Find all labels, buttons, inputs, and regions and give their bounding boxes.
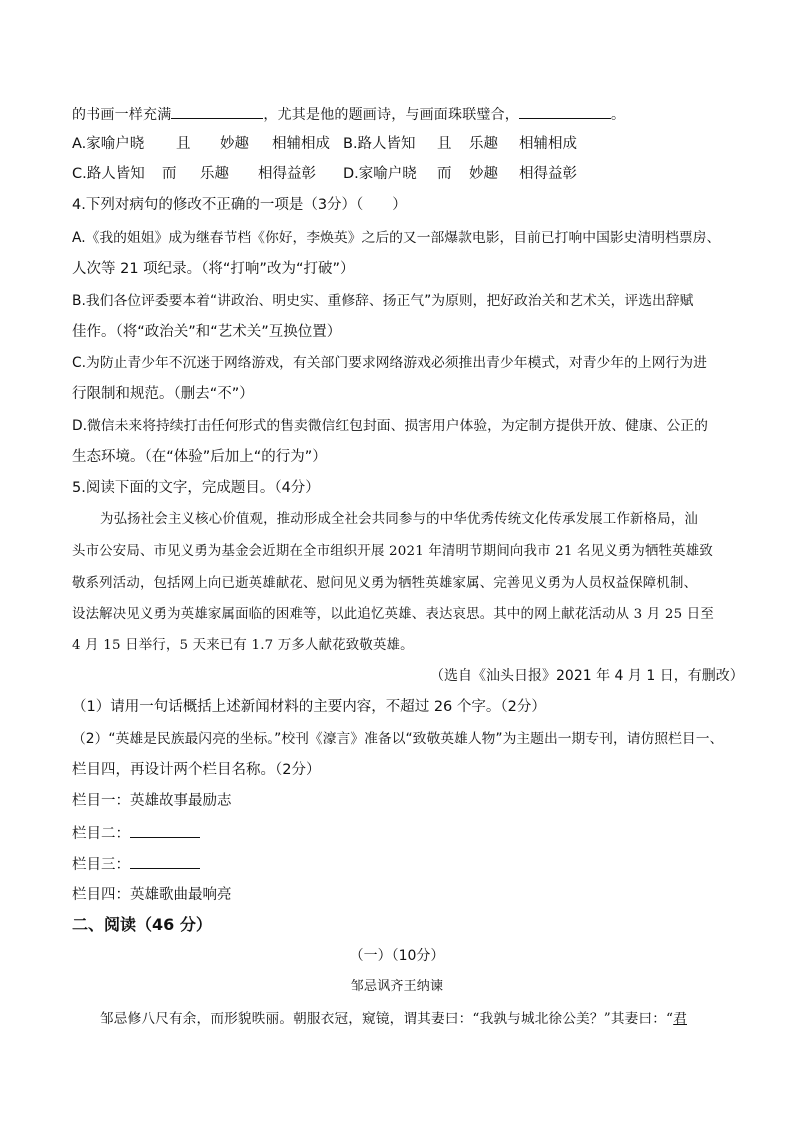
q3-option-c[interactable]: C.路人皆知 而 乐趣 相得益彰 bbox=[72, 166, 316, 182]
q3-option-b[interactable]: B.路人皆知 且 乐趣 相辅相成 bbox=[343, 136, 577, 152]
q3-blank-2[interactable] bbox=[519, 104, 611, 119]
q4-option-c-line1[interactable]: C.为防止青少年不沉迷于网络游戏，有关部门要求网络游戏必须推出青少年模式，对青少年的上网行为进 bbox=[72, 355, 707, 371]
q3-option-a[interactable]: A.家喻户晓 且 妙趣 相辅相成 bbox=[72, 136, 330, 152]
q5-passage-line: 设法解决见义勇为英雄家属面临的困难等，以此追忆英雄、表达哀思。其中的网上献花活动从 3 月 25 日至 bbox=[72, 607, 714, 622]
column-three-blank[interactable] bbox=[130, 854, 200, 869]
q4-option-a-line1[interactable]: A.《我的姐姐》成为继春节档《你好，李焕英》之后的又一部爆款电影，目前已打响中国影史清明档票房、 bbox=[72, 230, 721, 246]
column-two: 栏目二： bbox=[72, 823, 200, 844]
q5-passage-line: 敬系列活动，包括网上向已逝英雄献花、慰问见义勇为牺牲英雄家属、完善见义勇为人员权益保障机制、 bbox=[72, 576, 698, 591]
reading-part-label: （一）（10分） bbox=[349, 948, 445, 964]
q5-passage-line: 4 月 15 日举行，5 天来已有 1.7 万多人献花致敬英雄。 bbox=[72, 638, 414, 653]
q4-option-b-line1[interactable]: B.我们各位评委要本着“讲政治、明史实、重修辞、扬正气”为原则，把好政治关和艺术关，评选出辞赋 bbox=[72, 293, 694, 309]
q3-sentence-tail: 的书画一样充满 ，尤其是他的题画诗，与画面珠联璧合， 。 bbox=[72, 104, 625, 125]
q3-blank-1[interactable] bbox=[171, 104, 263, 119]
q5-passage-line: 为弘扬社会主义核心价值观，推动形成全社会共同参与的中华优秀传统文化传承发展工作新格局，汕 bbox=[100, 512, 698, 527]
column-three: 栏目三： bbox=[72, 854, 200, 875]
column-one: 栏目一：英雄故事最励志 bbox=[72, 793, 232, 809]
q4-option-c-line2[interactable]: 行限制和规范。（删去“不”） bbox=[72, 386, 254, 402]
q5-sub2-line1: （2）“英雄是民族最闪亮的坐标。”校刊《濠言》准备以“致敬英雄人物”为主题出一期专刊，请仿照栏目一、 bbox=[72, 731, 724, 747]
reading-title: 邹忌讽齐王纳谏 bbox=[350, 979, 444, 994]
q3-option-d[interactable]: D.家喻户晓 而 妙趣 相得益彰 bbox=[343, 166, 577, 182]
q4-stem: 4.下列对病句的修改不正确的一项是（3分）（ ） bbox=[72, 197, 407, 213]
reading-first-line: 邹忌修八尺有余，而形貌昳丽。朝服衣冠，窥镜，谓其妻曰：“我孰与城北徐公美？”其妻曰：“君 bbox=[100, 1011, 687, 1027]
column-two-blank[interactable] bbox=[130, 823, 200, 838]
q4-option-b-line2[interactable]: 佳作。（将“政治关”和“艺术关”互换位置） bbox=[72, 324, 342, 340]
q5-sub2-line2: 栏目四，再设计两个栏目名称。（2分） bbox=[72, 762, 321, 778]
section-heading: 二、阅读（46 分） bbox=[72, 915, 212, 934]
column-four: 栏目四：英雄歌曲最响亮 bbox=[72, 887, 232, 903]
q5-stem: 5.阅读下面的文字，完成题目。（4分） bbox=[72, 480, 320, 496]
q4-option-d-line1[interactable]: D.微信未来将持续打击任何形式的售卖微信红包封面、损害用户体验，为定制方提供开放、健康、公正的 bbox=[72, 418, 708, 434]
q5-sub1: （1）请用一句话概括上述新闻材料的主要内容，不超过 26 个字。（2分） bbox=[72, 699, 546, 715]
q5-source: （选自《汕头日报》2021 年 4 月 1 日，有删改） bbox=[430, 668, 744, 684]
q4-option-a-line2[interactable]: 人次等 21 项纪录。（将“打响”改为“打破”） bbox=[72, 261, 355, 277]
q5-passage-line: 头市公安局、市见义勇为基金会近期在全市组织开展 2021 年清明节期间向我市 21 名见义勇为牺牲英雄致 bbox=[72, 544, 713, 559]
q4-option-d-line2[interactable]: 生态环境。（在“体验”后加上“的行为”） bbox=[72, 449, 327, 465]
